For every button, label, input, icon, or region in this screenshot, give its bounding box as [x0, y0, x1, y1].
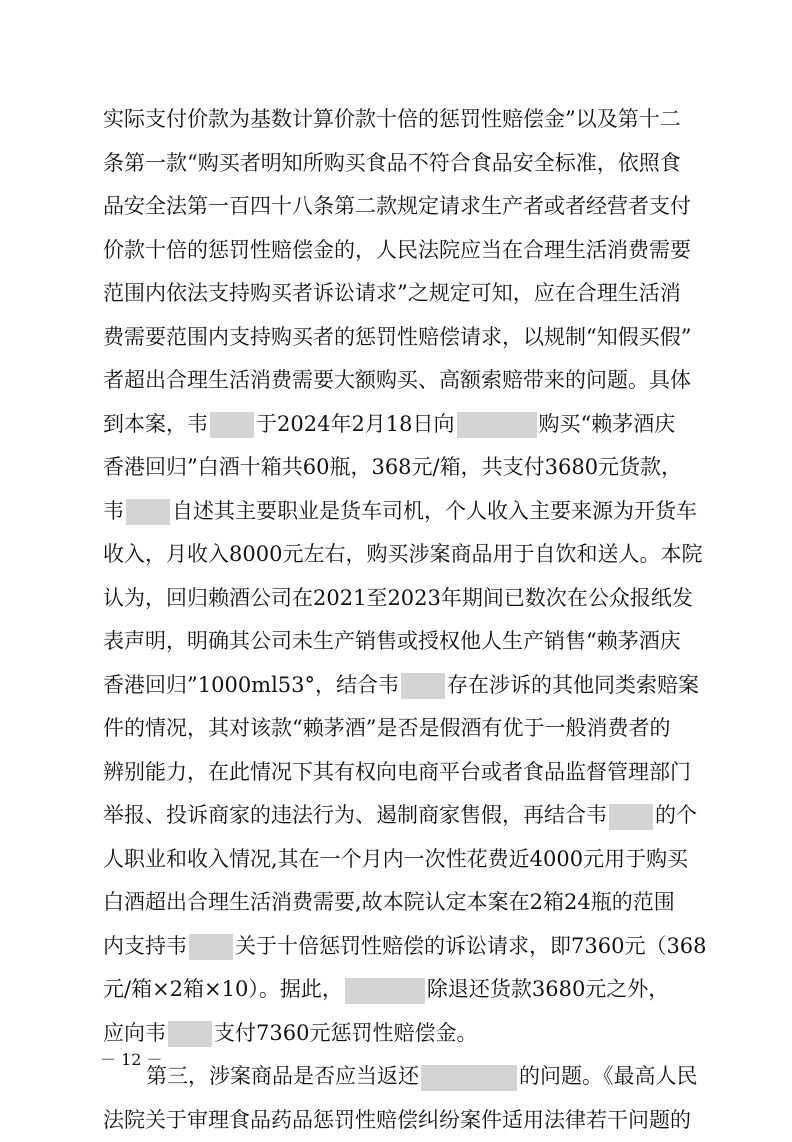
text-segment: 关于十倍惩罚性赔偿的诉讼请求，即7360元（368	[235, 934, 707, 958]
text-segment: 元/箱×2箱×10）。据此，	[103, 977, 343, 1001]
text-segment: 存在涉诉的其他同类索赔案	[447, 673, 699, 697]
text-segment: 的个	[655, 803, 697, 827]
redaction-block	[345, 978, 425, 1004]
text-segment: 于2024年2月18日向	[256, 412, 455, 436]
page-number: － 12 －	[100, 1047, 163, 1070]
text-line: 件的情况，其对该款“赖茅酒”是否是假酒有优于一般消费者的	[103, 707, 693, 751]
text-segment: 香港回归”1000ml53°，结合韦	[103, 673, 399, 697]
text-line	[103, 490, 693, 534]
text-line	[103, 925, 693, 969]
redaction-block	[401, 673, 445, 699]
text-segment: 举报、投诉商家的违法行为、遏制商家售假，再结合韦	[103, 803, 607, 827]
text-line: 表声明，明确其公司未生产销售或授权他人生产销售“赖茅酒庆	[103, 620, 693, 664]
text-line	[103, 1055, 693, 1099]
text-line: 品安全法第一百四十八条第二款规定请求生产者或者经营者支付	[103, 185, 693, 229]
text-line: 者超出合理生活消费需要大额购买、高额索赔带来的问题。具体	[103, 359, 693, 403]
redaction-block	[421, 1065, 517, 1091]
text-line: 实际支付价款为基数计算价款十倍的惩罚性赔偿金”以及第十二	[103, 98, 693, 142]
text-line: 范围内依法支持购买者诉讼请求”之规定可知，应在合理生活消	[103, 272, 693, 316]
text-segment: 自述其主要职业是货车司机，个人收入主要来源为开货车	[172, 499, 697, 523]
redaction-block	[168, 1021, 212, 1047]
text-line: 收入，月收入8000元左右，购买涉案商品用于自饮和送人。本院	[103, 533, 693, 577]
text-segment: 的问题。《最高人民	[519, 1064, 698, 1088]
text-line: 辨别能力，在此情况下其有权向电商平台或者食品监督管理部门	[103, 751, 693, 795]
redaction-block	[210, 412, 254, 438]
text-line	[103, 968, 693, 1012]
text-line: 认为，回归赖酒公司在2021至2023年期间已数次在公众报纸发	[103, 577, 693, 621]
text-line: 白酒超出合理生活消费需要,故本院认定本案在2箱24瓶的范围	[103, 881, 693, 925]
document-body	[103, 98, 693, 1142]
redaction-block	[457, 412, 537, 438]
text-line: 条第一款“购买者明知所购买食品不符合食品安全标准，依照食	[103, 142, 693, 186]
text-segment: 应向韦	[103, 1021, 166, 1045]
redaction-block	[126, 499, 170, 525]
text-segment: 第三，涉案商品是否应当返还	[146, 1064, 419, 1088]
redaction-block	[609, 804, 653, 830]
text-line: 人职业和收入情况,其在一个月内一次性花费近4000元用于购买	[103, 838, 693, 882]
text-line: 香港回归”白酒十箱共60瓶，368元/箱，共支付3680元货款，	[103, 446, 693, 490]
text-line	[103, 664, 693, 708]
text-line: 费需要范围内支持购买者的惩罚性赔偿请求，以规制“知假买假”	[103, 316, 693, 360]
text-segment: 支付7360元惩罚性赔偿金。	[214, 1021, 477, 1045]
text-line	[103, 794, 693, 838]
text-segment: 韦	[103, 499, 124, 523]
text-line	[103, 403, 693, 447]
text-segment: 除退还货款3680元之外，	[427, 977, 669, 1001]
redaction-block	[189, 934, 233, 960]
text-line	[103, 1012, 693, 1056]
text-segment: 到本案，韦	[103, 412, 208, 436]
text-line: 法院关于审理食品药品惩罚性赔偿纠纷案件适用法律若干问题的	[103, 1099, 693, 1142]
text-line: 价款十倍的惩罚性赔偿金的，人民法院应当在合理生活消费需要	[103, 229, 693, 273]
text-segment: 购买“赖茅酒庆	[539, 412, 676, 436]
text-segment: 内支持韦	[103, 934, 187, 958]
